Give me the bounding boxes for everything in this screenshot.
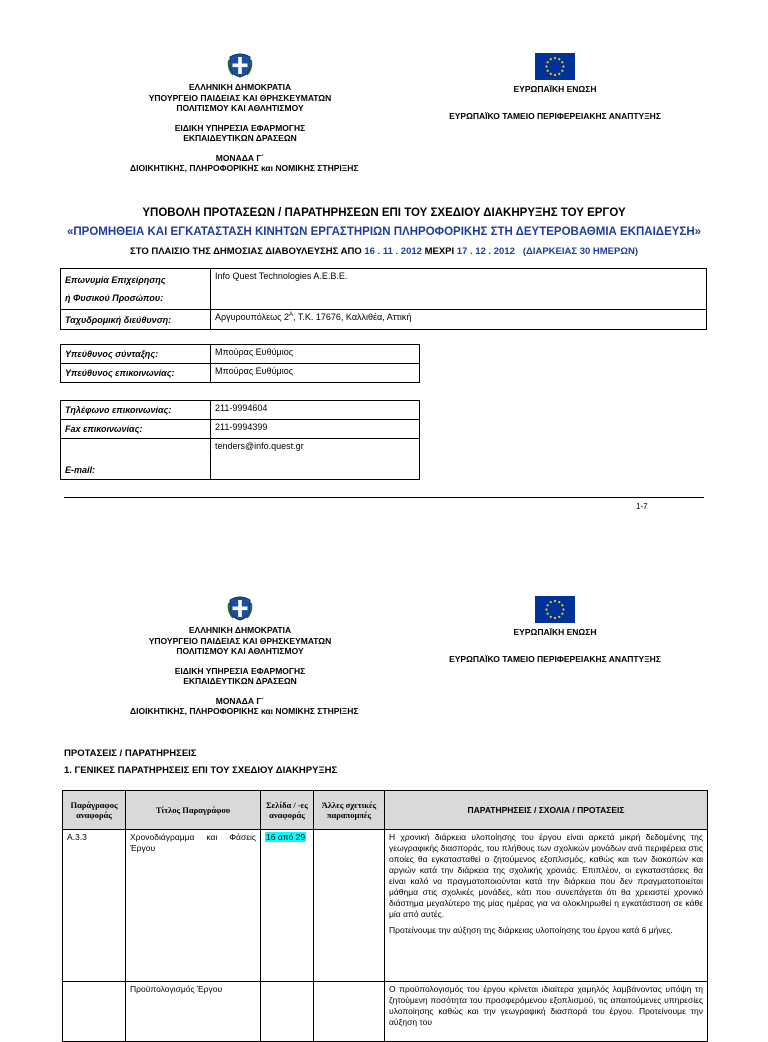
highlighted-page: 16 από 29 xyxy=(266,832,306,842)
cell-title: Χρονοδιάγραμμα και Φάσεις Έργου xyxy=(126,830,261,982)
date-from: 16 . 11 . 2012 xyxy=(364,246,422,257)
eu-star xyxy=(547,61,549,63)
section-subheading: 1. ΓΕΝΙΚΕΣ ΠΑΡΑΤΗΡΗΣΕΙΣ ΕΠΙ ΤΟΥ ΣΧΕΔΙΟΥ ΔΙΑΚΗΡΥΞΗΣ xyxy=(64,765,338,776)
eu-star xyxy=(561,604,563,606)
greek-coat-of-arms-icon xyxy=(227,595,253,621)
header-right-page2 xyxy=(440,596,670,665)
duration: (ΔΙΑΡΚΕΙΑΣ 30 ΗΜΕΡΩΝ) xyxy=(522,246,638,257)
cell-page xyxy=(261,982,314,1042)
consult-mid: ΜΕΧΡΙ xyxy=(424,246,455,257)
header-line: ΔΙΟΙΚΗΤΙΚΗΣ, ΠΛΗΡΟΦΟΡΙΚΗΣ και ΝΟΜΙΚΗΣ ΣΤΗΡΙΞΗΣ xyxy=(130,163,359,173)
header-line: ΜΟΝΑΔΑ Γ΄ xyxy=(215,695,265,706)
phone-label: Τηλέφωνο επικοινωνίας: xyxy=(61,401,211,420)
address-value: Αργυρουπόλεως $2^A$, Τ.Κ. 17676, Καλλιθέα, Αττική xyxy=(211,310,707,330)
header-line: ΕΛΛΗΝΙΚΗ ΔΗΜΟΚΡΑΤΙΑ xyxy=(188,625,292,635)
col-header-paragraph: Παράγραφος αναφοράς xyxy=(63,791,126,830)
section-heading: ΠΡΟΤΑΣΕΙΣ / ΠΑΡΑΤΗΡΗΣΕΙΣ xyxy=(64,748,197,759)
eu-star xyxy=(558,73,560,75)
phone-value: 211-9994604 xyxy=(211,401,420,420)
header-line: ΠΟΛΙΤΙΣΜΟΥ ΚΑΙ ΑΘΛΗΤΙΣΜΟΥ xyxy=(176,646,304,656)
fax-label: Fax επικοινωνίας: xyxy=(61,420,211,439)
cell-page xyxy=(261,830,314,982)
cell-paragraph: Α.3.3 xyxy=(63,830,126,982)
page-divider xyxy=(64,497,704,498)
header-line: ΕΚΠΑΙΔΕΥΤΙΚΩΝ ΔΡΑΣΕΩΝ xyxy=(183,133,297,143)
consult-prefix: ΣΤΟ ΠΛΑΙΣΙΟ ΤΗΣ ΔΗΜΟΣΙΑΣ ΔΙΑΒΟΥΛΕΥΣΗΣ ΑΠΟ xyxy=(130,246,362,257)
eu-star xyxy=(550,601,552,603)
header-line: ΔΙΟΙΚΗΤΙΚΗΣ, ΠΛΗΡΟΦΟΡΙΚΗΣ και ΝΟΜΙΚΗΣ ΣΤΗΡΙΞΗΣ xyxy=(130,706,359,716)
table-header-row xyxy=(63,791,708,830)
contact-person-value: Μπούρας Ευθύμιος xyxy=(211,364,420,383)
author-label: Υπεύθυνος σύνταξης: xyxy=(61,345,211,364)
eu-star xyxy=(550,73,552,75)
remark-paragraph: Προτείνουμε την αύξηση της διάρκειας υλοποίησης του έργου κατά 6 μήνες. xyxy=(389,925,673,935)
email-value[interactable]: tenders@info.quest.gr xyxy=(211,439,420,480)
eu-star xyxy=(558,58,560,60)
eu-star xyxy=(561,70,563,72)
cell-refs xyxy=(314,982,385,1042)
header-line: ΠΟΛΙΤΙΣΜΟΥ ΚΑΙ ΑΘΛΗΤΙΣΜΟΥ xyxy=(176,103,304,113)
cell-title: Προϋπολογισμός Έργου xyxy=(126,982,261,1042)
contact-table xyxy=(60,400,420,480)
header-left-page1 xyxy=(130,52,359,174)
header-line: ΕΛΛΗΝΙΚΗ ΔΗΜΟΚΡΑΤΙΑ xyxy=(188,82,292,92)
remark-paragraph: Ο προϋπολογισμός του έργου κρίνεται ιδιαίτερα χαμηλός λαμβάνοντας υπόψη τη ζητούμενη ποσότητα του προσφερόμενου εξοπλισμού, τις απαιτούμενες υπηρεσίες υλοποίησης καθώς και την γεωγραφική διασπορά του έργου. Προτείνουμε την αύξηση του xyxy=(389,984,703,1027)
header-line: ΜΟΝΑΔΑ Γ΄ xyxy=(215,152,265,163)
eu-star xyxy=(547,604,549,606)
remarks-table xyxy=(62,790,708,1042)
eu-star xyxy=(558,616,560,618)
table-row xyxy=(63,830,708,982)
author-value: Μπούρας Ευθύμιος xyxy=(211,345,420,364)
col-header-title: Τίτλος Παραγράφου xyxy=(126,791,261,830)
eu-star xyxy=(547,613,549,615)
eu-title: ΕΥΡΩΠΑΪΚΗ ΕΝΩΣΗ xyxy=(513,627,597,637)
eu-star xyxy=(545,65,547,67)
cell-paragraph xyxy=(63,982,126,1042)
page-number: 1-7 xyxy=(636,502,648,511)
contact-person-label: Υπεύθυνος επικοινωνίας: xyxy=(61,364,211,383)
date-to: 17 . 12 . 2012 xyxy=(456,246,515,257)
eu-flag-icon xyxy=(535,596,575,623)
address-label: Ταχυδρομική διεύθυνση: xyxy=(61,310,211,330)
eu-star xyxy=(558,601,560,603)
header-line: ΥΠΟΥΡΓΕΙΟ ΠΑΙΔΕΙΑΣ ΚΑΙ ΘΡΗΣΚΕΥΜΑΤΩΝ xyxy=(148,635,332,646)
header-line: ΕΚΠΑΙΔΕΥΤΙΚΩΝ ΔΡΑΣΕΩΝ xyxy=(183,676,297,686)
document-title: ΥΠΟΒΟΛΗ ΠΡΟΤΑΣΕΩΝ / ΠΑΡΑΤΗΡΗΣΕΩΝ ΕΠΙ ΤΟΥ ΣΧΕΔΙΟΥ ΔΙΑΚΗΡΥΞΗΣ ΤΟΥ ΕΡΓΟΥ xyxy=(142,207,626,219)
eu-star xyxy=(554,600,556,602)
col-header-page: Σελίδα / -ες αναφοράς xyxy=(261,791,314,830)
email-label: E-mail: xyxy=(61,439,211,480)
company-name-value: Info Quest Technologies A.E.B.E. xyxy=(211,269,707,310)
header-right-page1 xyxy=(440,53,670,122)
eu-fund: ΕΥΡΩΠΑΪΚΟ ΤΑΜΕΙΟ ΠΕΡΙΦΕΡΕΙΑΚΗΣ ΑΝΑΠΤΥΞΗΣ xyxy=(449,654,661,664)
eu-star xyxy=(561,61,563,63)
eu-title: ΕΥΡΩΠΑΪΚΗ ΕΝΩΣΗ xyxy=(513,84,597,94)
header-line: ΥΠΟΥΡΓΕΙΟ ΠΑΙΔΕΙΑΣ ΚΑΙ ΘΡΗΣΚΕΥΜΑΤΩΝ xyxy=(148,92,332,103)
header-line: ΕΙΔΙΚΗ ΥΠΗΡΕΣΙΑ ΕΦΑΡΜΟΓΗΣ xyxy=(174,122,306,133)
eu-star xyxy=(562,65,564,67)
company-name-label: Επωνυμία Επιχείρησης ή Φυσικού Προσώπου: xyxy=(61,269,211,310)
eu-star xyxy=(554,617,556,619)
remark-paragraph: Η χρονική διάρκεια υλοποίησης του έργου είναι αρκετά μικρή δεδομένης της γεωγραφικής διασποράς, του πλήθους των σχολικών μονάδων ανά περιφέρεια στις οποίες θα εγκατασταθεί ο ζητούμενος εξοπλισμός, καθώς και των διακοπών και αργιών κατά την διάρκεια της σχολικής χρονιάς. Επιπλέον, οι εγκαταστάσεις θα είναι καλό να πραγματοποιούνται κατά την διάρκεια που δεν πραγματοποιείται μάθημα στις σχολικές μονάδες, κάτι που συνεπάγεται ότι θα χρειαστεί χρονικό διάστημα μεγαλύτερο της μίας ημέρας για να ολοκληρωθεί η εγκατάσταση σε κάθε μία από αυτές. xyxy=(389,832,703,919)
table-row xyxy=(63,982,708,1042)
eu-fund: ΕΥΡΩΠΑΪΚΟ ΤΑΜΕΙΟ ΠΕΡΙΦΕΡΕΙΑΚΗΣ ΑΝΑΠΤΥΞΗΣ xyxy=(449,111,661,121)
eu-star xyxy=(545,608,547,610)
header-line: ΕΙΔΙΚΗ ΥΠΗΡΕΣΙΑ ΕΦΑΡΜΟΓΗΣ xyxy=(174,665,306,676)
header-left-page2 xyxy=(130,595,359,717)
fax-value: 211-9994399 xyxy=(211,420,420,439)
eu-star xyxy=(562,608,564,610)
cell-remarks xyxy=(385,830,708,982)
project-title: «ΠΡΟΜΗΘΕΙΑ ΚΑΙ ΕΓΚΑΤΑΣΤΑΣΗ ΚΙΝΗΤΩΝ ΕΡΓΑΣΤΗΡΙΩΝ ΠΛΗΡΟΦΟΡΙΚΗΣ ΣΤΗ ΔΕΥΤΕΡΟΒΑΘΜΙΑ ΕΚΠΑΙΔΕΥΣΗ» xyxy=(66,226,702,238)
cell-remarks xyxy=(385,982,708,1042)
eu-star xyxy=(550,58,552,60)
eu-star xyxy=(561,613,563,615)
eu-star xyxy=(547,70,549,72)
consultation-period xyxy=(0,246,768,257)
eu-flag-icon xyxy=(535,53,575,80)
col-header-refs: Άλλες σχετικές παραπομπές xyxy=(314,791,385,830)
company-table xyxy=(60,268,707,330)
eu-star xyxy=(550,616,552,618)
responsible-table xyxy=(60,344,420,383)
col-header-remarks: ΠΑΡΑΤΗΡΗΣΕΙΣ / ΣΧΟΛΙΑ / ΠΡΟΤΑΣΕΙΣ xyxy=(385,791,708,830)
cell-refs xyxy=(314,830,385,982)
eu-star xyxy=(554,57,556,59)
greek-coat-of-arms-icon xyxy=(227,52,253,78)
eu-star xyxy=(554,74,556,76)
